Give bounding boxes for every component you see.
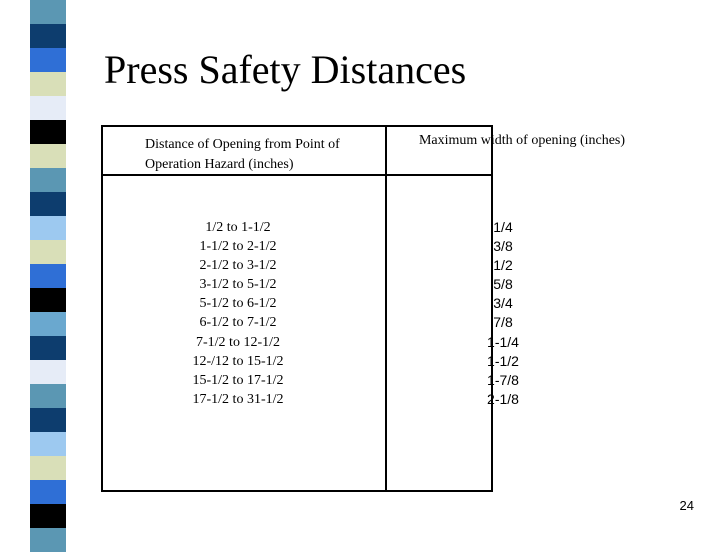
max-width-column: [463, 218, 543, 409]
max-width-cell: 5/8: [493, 276, 513, 293]
distance-cell: 7-1/2 to 12-1/2: [196, 334, 280, 350]
stripe-block: [30, 432, 66, 456]
distance-cell: 3-1/2 to 5-1/2: [199, 277, 277, 293]
max-width-cell: 1-1/2: [487, 352, 519, 369]
max-width-cell: 1-7/8: [487, 371, 519, 388]
stripe-block: [30, 240, 66, 264]
header-max-width: Maximum width of opening (inches): [418, 133, 626, 148]
max-width-cell: 1/2: [493, 257, 513, 274]
slide-title: Press Safety Distances: [104, 47, 467, 92]
max-width-cell: 2-1/8: [487, 390, 519, 407]
distance-cell: 2-1/2 to 3-1/2: [199, 258, 277, 274]
stripe-block: [30, 144, 66, 168]
stripe-block: [30, 24, 66, 48]
header-distance: Distance of Opening from Point of Operation Hazard (inches): [145, 137, 340, 172]
max-width-cell: 7/8: [493, 314, 513, 331]
stripe-block: [30, 288, 66, 312]
stripe-block: [30, 96, 66, 120]
stripe-block: [30, 312, 66, 336]
stripe-block: [30, 216, 66, 240]
stripe-block: [30, 504, 66, 528]
page-number: 24: [679, 498, 694, 513]
stripe-block: [30, 192, 66, 216]
stripe-block: [30, 168, 66, 192]
stripe-block: [30, 360, 66, 384]
distance-cell: 17-1/2 to 31-1/2: [192, 391, 284, 407]
max-width-cell: 3/4: [493, 295, 513, 312]
stripe-block: [30, 48, 66, 72]
distance-column: [163, 218, 313, 409]
decorative-stripe: [30, 0, 66, 540]
distance-cell: 5-1/2 to 6-1/2: [199, 296, 277, 312]
stripe-block: [30, 480, 66, 504]
stripe-block: [30, 336, 66, 360]
max-width-cell: 3/8: [493, 238, 513, 255]
distance-cell: 1/2 to 1-1/2: [205, 220, 271, 235]
column-divider: [385, 127, 387, 490]
stripe-block: [30, 528, 66, 552]
stripe-block: [30, 264, 66, 288]
distance-cell: 15-1/2 to 17-1/2: [192, 372, 284, 388]
stripe-block: [30, 120, 66, 144]
distance-cell: 12-/12 to 15-1/2: [192, 353, 284, 369]
max-width-cell: 1-1/4: [487, 333, 519, 350]
stripe-block: [30, 408, 66, 432]
safety-distance-table: [101, 125, 626, 492]
max-width-cell: 1/4: [493, 219, 513, 235]
stripe-block: [30, 72, 66, 96]
distance-cell: 6-1/2 to 7-1/2: [199, 315, 277, 331]
stripe-block: [30, 384, 66, 408]
stripe-block: [30, 456, 66, 480]
distance-cell: 1-1/2 to 2-1/2: [199, 239, 277, 255]
stripe-block: [30, 0, 66, 24]
